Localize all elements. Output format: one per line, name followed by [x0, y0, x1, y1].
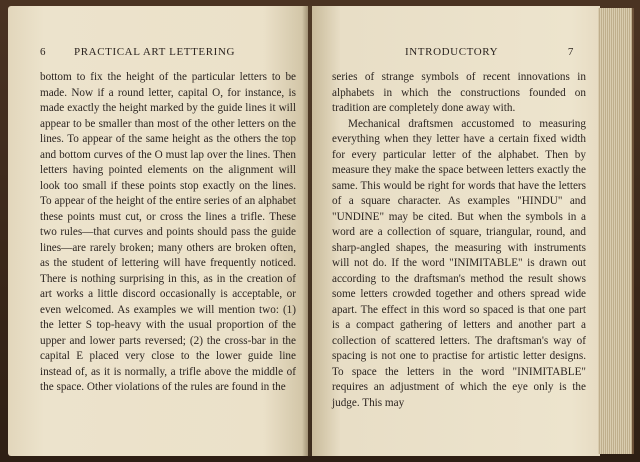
- right-page-body: [332, 70, 586, 411]
- page-edges: [598, 8, 634, 454]
- right-page: [312, 6, 600, 456]
- left-page-number: 6: [40, 46, 47, 58]
- left-page: [8, 6, 308, 456]
- right-page-number: 7: [567, 46, 574, 58]
- right-paragraph-1: series of strange symbols of recent innovations in alphabets in which the constructions founded on tradition are completely done away with.: [332, 71, 586, 114]
- left-paragraph-1: bottom to fix the height of the particular letters to be made. Now if a round letter, capital O, for instance, is made exactly the height marked by the guide lines it will appear to be smaller than most of the other letters on the lines. To appear of the same height as the others the top and bottom curves of the O must lap over the lines. Then letters having pointed elements on the alignment will look too small if these points stop exactly on the lines. To appear of the height of the entire series of an alphabet these points must cut, or cross the lines a trifle. These two rules—that curves and points should pass the guide lines—are rarely broken; many others are broken often, as the student of lettering will have frequently noticed. There is nothing surprising in this, as in the creation of art works a little discord occasionally is acceptable, or even welcomed. As examples we will mention two: (1) the letter S top-heavy with the usual proportion of the upper and lower parts reversed; (2) the cross-bar in the capital E placed very close to the lower guide line instead of, as it is normally, a trifle above the middle of the space. Other violations of the rules are found in the: [40, 71, 296, 393]
- left-page-body: [40, 70, 296, 396]
- left-running-head: PRACTICAL ART LETTERING: [74, 46, 236, 58]
- right-paragraph-2: Mechanical draftsmen accustomed to measuring everything when they letter have a certain fixed width for every particular letter of the alphabet. Then by measure they make the space between letters exactly the same. This would be right for words that have the letters of a square character. As examples "HINDU" and "UNDINE" may be cited. But when the symbols in a word are a collection of square, triangular, round, and sharp-angled shapes, the measuring with instruments will not do. If the word "INIMITABLE" is drawn out according to the draftsman's method the result shows some letters crowded together and others spread wide apart. The effect in this word so spaced is that one part is a compact gathering of letters and another part a collection of scattered letters. The draftsman's way of spacing is not one to practise for artistic letter designs. To space the letters in the word "INIMITABLE" requires an adjustment of which the eye only is the judge. This may: [332, 117, 586, 409]
- right-running-head: INTRODUCTORY: [405, 46, 499, 58]
